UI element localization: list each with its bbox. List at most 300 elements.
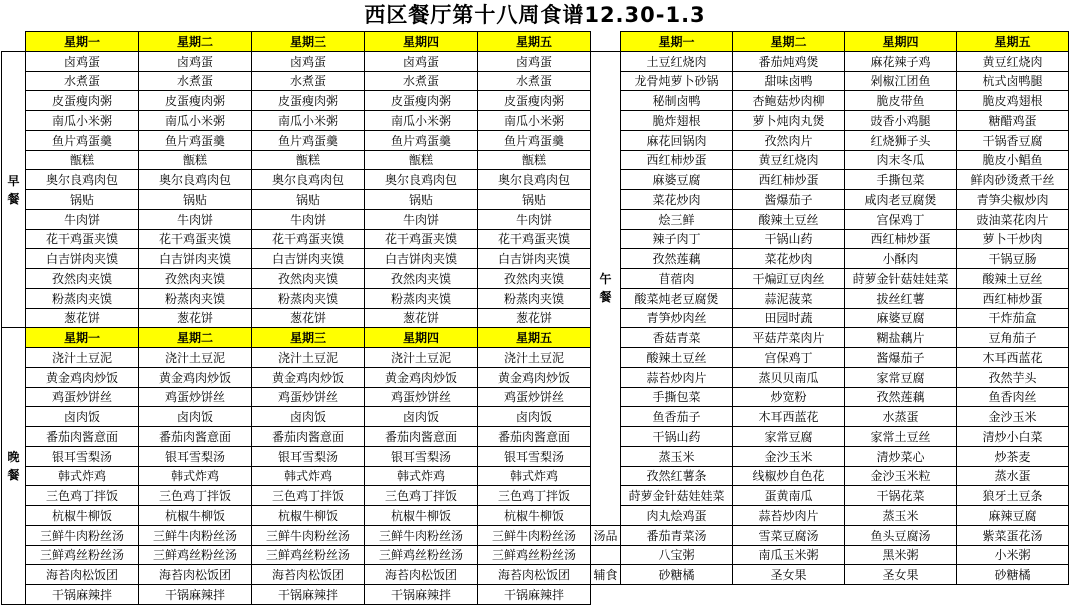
lunch-item: 干锅山药 bbox=[733, 229, 845, 249]
soup-item: 小米粥 bbox=[957, 545, 1069, 565]
lunch-item: 豉油菜花肉片 bbox=[957, 209, 1069, 229]
lunch-item: 干锅花菜 bbox=[845, 486, 957, 506]
dinner-item: 三鲜鸡丝粉丝汤 bbox=[478, 545, 591, 565]
vertical-label-text: 午餐 bbox=[599, 272, 612, 305]
breakfast-item: 鱼片鸡蛋羹 bbox=[26, 130, 139, 150]
lunch-item: 苜蓿肉 bbox=[621, 269, 733, 289]
breakfast-item: 南瓜小米粥 bbox=[478, 111, 591, 131]
lunch-item: 木耳西蓝花 bbox=[957, 348, 1069, 368]
breakfast-row bbox=[2, 71, 591, 91]
lunch-row bbox=[591, 328, 1069, 348]
breakfast-item: 葱花饼 bbox=[252, 308, 365, 328]
lunch-item: 麻辣豆腐 bbox=[957, 506, 1069, 526]
dinner-item: 番茄肉酱意面 bbox=[478, 427, 591, 447]
lunch-item: 家常豆腐 bbox=[733, 427, 845, 447]
breakfast-item: 牛肉饼 bbox=[252, 209, 365, 229]
lunch-item: 糖醋鸡蛋 bbox=[957, 111, 1069, 131]
lunch-item: 脆炸翅根 bbox=[621, 111, 733, 131]
breakfast-item: 甑糕 bbox=[26, 150, 139, 170]
breakfast-item: 孜然肉夹馍 bbox=[252, 269, 365, 289]
lunch-label bbox=[591, 51, 621, 525]
dinner-item: 黄金鸡肉炒饭 bbox=[365, 367, 478, 387]
lunch-row bbox=[591, 190, 1069, 210]
dinner-row bbox=[2, 525, 591, 545]
dinner-item: 番茄肉酱意面 bbox=[26, 427, 139, 447]
lunch-item: 鲜肉砂烫煮干丝 bbox=[957, 170, 1069, 190]
dinner-item: 鸡蛋炒饼丝 bbox=[478, 387, 591, 407]
dinner-item: 鸡蛋炒饼丝 bbox=[365, 387, 478, 407]
dinner-item: 三鲜鸡丝粉丝汤 bbox=[139, 545, 252, 565]
lunch-item: 咸肉老豆腐煲 bbox=[845, 190, 957, 210]
day-header: 星期四 bbox=[365, 32, 478, 52]
breakfast-item: 粉蒸肉夹馍 bbox=[478, 288, 591, 308]
lunch-item: 孜然芋头 bbox=[957, 367, 1069, 387]
breakfast-item: 孜然肉夹馍 bbox=[139, 269, 252, 289]
lunch-item: 剁椒江团鱼 bbox=[845, 71, 957, 91]
dinner-item: 干锅麻辣拌 bbox=[252, 585, 365, 605]
lunch-row bbox=[591, 387, 1069, 407]
lunch-item: 麻婆豆腐 bbox=[845, 308, 957, 328]
lunch-item: 红烧狮子头 bbox=[845, 130, 957, 150]
breakfast-item: 水煮蛋 bbox=[365, 71, 478, 91]
lunch-item: 酸辣土豆丝 bbox=[621, 348, 733, 368]
lunch-item: 炒宽粉 bbox=[733, 387, 845, 407]
lunch-item: 田园时蔬 bbox=[733, 308, 845, 328]
lunch-row bbox=[591, 506, 1069, 526]
dinner-row bbox=[2, 466, 591, 486]
dinner-row bbox=[2, 427, 591, 447]
dinner-item: 番茄肉酱意面 bbox=[139, 427, 252, 447]
breakfast-item: 花干鸡蛋夹馍 bbox=[365, 229, 478, 249]
dinner-item: 三鲜牛肉粉丝汤 bbox=[365, 525, 478, 545]
lunch-item: 水蒸蛋 bbox=[845, 407, 957, 427]
dinner-item: 干锅麻辣拌 bbox=[478, 585, 591, 605]
dinner-item: 银耳雪梨汤 bbox=[139, 446, 252, 466]
breakfast-row bbox=[2, 91, 591, 111]
breakfast-item: 鱼片鸡蛋羹 bbox=[365, 130, 478, 150]
lunch-item: 手撕包菜 bbox=[845, 170, 957, 190]
dinner-item: 韩式炸鸡 bbox=[252, 466, 365, 486]
day-header: 星期二 bbox=[733, 32, 845, 52]
lunch-row bbox=[591, 71, 1069, 91]
lunch-item: 小酥肉 bbox=[845, 249, 957, 269]
dinner-row bbox=[2, 446, 591, 466]
dinner-item: 浇汁土豆泥 bbox=[478, 348, 591, 368]
lunch-item: 蛋黄南瓜 bbox=[733, 486, 845, 506]
dinner-item: 卤肉饭 bbox=[365, 407, 478, 427]
lunch-item: 黄豆红烧肉 bbox=[733, 150, 845, 170]
side-item: 圣女果 bbox=[845, 565, 957, 585]
lunch-item: 西红柿炒蛋 bbox=[957, 288, 1069, 308]
lunch-item: 麻花回锅肉 bbox=[621, 130, 733, 150]
day-header: 星期三 bbox=[252, 328, 365, 348]
breakfast-row bbox=[2, 229, 591, 249]
lunch-item: 萝卜炖肉丸煲 bbox=[733, 111, 845, 131]
dinner-item: 黄金鸡肉炒饭 bbox=[478, 367, 591, 387]
side-label: 辅食 bbox=[591, 565, 621, 585]
breakfast-row bbox=[2, 288, 591, 308]
breakfast-item: 孜然肉夹馍 bbox=[26, 269, 139, 289]
lunch-item: 麻婆豆腐 bbox=[621, 170, 733, 190]
breakfast-item: 白吉饼肉夹馍 bbox=[478, 249, 591, 269]
breakfast-row bbox=[2, 209, 591, 229]
lunch-item: 脆皮带鱼 bbox=[845, 91, 957, 111]
breakfast-item: 甑糕 bbox=[252, 150, 365, 170]
dinner-item: 黄金鸡肉炒饭 bbox=[26, 367, 139, 387]
dinner-item: 鸡蛋炒饼丝 bbox=[26, 387, 139, 407]
dinner-item: 三鲜牛肉粉丝汤 bbox=[139, 525, 252, 545]
lunch-item: 杭式卤鸭腿 bbox=[957, 71, 1069, 91]
day-header: 星期二 bbox=[139, 328, 252, 348]
breakfast-item: 牛肉饼 bbox=[26, 209, 139, 229]
lunch-item: 菜花炒肉 bbox=[621, 190, 733, 210]
lunch-item: 木耳西蓝花 bbox=[733, 407, 845, 427]
side-item: 圣女果 bbox=[733, 565, 845, 585]
breakfast-item: 奥尔良鸡肉包 bbox=[139, 170, 252, 190]
dinner-item: 韩式炸鸡 bbox=[478, 466, 591, 486]
lunch-row bbox=[591, 466, 1069, 486]
lunch-row bbox=[591, 130, 1069, 150]
lunch-item: 肉末冬瓜 bbox=[845, 150, 957, 170]
dinner-item: 番茄肉酱意面 bbox=[252, 427, 365, 447]
lunch-item: 西红柿炒蛋 bbox=[845, 229, 957, 249]
breakfast-item: 鱼片鸡蛋羹 bbox=[139, 130, 252, 150]
dinner-item: 三鲜鸡丝粉丝汤 bbox=[365, 545, 478, 565]
lunch-item: 蒸贝贝南瓜 bbox=[733, 367, 845, 387]
breakfast-item: 奥尔良鸡肉包 bbox=[365, 170, 478, 190]
breakfast-item: 水煮蛋 bbox=[139, 71, 252, 91]
breakfast-row bbox=[2, 130, 591, 150]
lunch-item: 干锅香豆腐 bbox=[957, 130, 1069, 150]
soup-row bbox=[591, 525, 1069, 545]
lunch-row bbox=[591, 170, 1069, 190]
lunch-item: 青笋尖椒炒肉 bbox=[957, 190, 1069, 210]
lunch-row bbox=[591, 111, 1069, 131]
day-header: 星期一 bbox=[621, 32, 733, 52]
dinner-item: 干锅麻辣拌 bbox=[365, 585, 478, 605]
soup-item: 番茄青菜汤 bbox=[621, 525, 733, 545]
dinner-item: 海苔肉松饭团 bbox=[252, 565, 365, 585]
dinner-item: 杭椒牛柳饭 bbox=[26, 506, 139, 526]
breakfast-item: 皮蛋瘦肉粥 bbox=[365, 91, 478, 111]
lunch-row bbox=[591, 150, 1069, 170]
lunch-item: 蒜泥菠菜 bbox=[733, 288, 845, 308]
lunch-item: 蒸玉米 bbox=[845, 506, 957, 526]
breakfast-item: 鱼片鸡蛋羹 bbox=[478, 130, 591, 150]
breakfast-item: 皮蛋瘦肉粥 bbox=[26, 91, 139, 111]
breakfast-label bbox=[2, 51, 26, 328]
breakfast-item: 卤鸡蛋 bbox=[252, 51, 365, 71]
lunch-item: 麻花辣子鸡 bbox=[845, 51, 957, 71]
lunch-item: 干锅豆肠 bbox=[957, 249, 1069, 269]
dinner-item: 三色鸡丁拌饭 bbox=[478, 486, 591, 506]
breakfast-row bbox=[2, 170, 591, 190]
breakfast-row bbox=[2, 150, 591, 170]
dinner-item: 银耳雪梨汤 bbox=[478, 446, 591, 466]
dinner-item: 浇汁土豆泥 bbox=[252, 348, 365, 368]
side-item: 砂糖橘 bbox=[957, 565, 1069, 585]
breakfast-item: 皮蛋瘦肉粥 bbox=[252, 91, 365, 111]
lunch-item: 孜然莲藕 bbox=[845, 387, 957, 407]
lunch-item: 手撕包菜 bbox=[621, 387, 733, 407]
breakfast-item: 甑糕 bbox=[478, 150, 591, 170]
breakfast-item: 水煮蛋 bbox=[26, 71, 139, 91]
soup-item: 雪菜豆腐汤 bbox=[733, 525, 845, 545]
breakfast-item: 白吉饼肉夹馍 bbox=[139, 249, 252, 269]
dinner-item: 三色鸡丁拌饭 bbox=[365, 486, 478, 506]
lunch-row bbox=[591, 446, 1069, 466]
dinner-item: 卤肉饭 bbox=[139, 407, 252, 427]
dinner-item: 韩式炸鸡 bbox=[139, 466, 252, 486]
lunch-row bbox=[591, 288, 1069, 308]
lunch-item: 酱爆茄子 bbox=[733, 190, 845, 210]
corner-cell bbox=[2, 32, 26, 52]
breakfast-item: 锅贴 bbox=[26, 190, 139, 210]
soup-label: 汤品 bbox=[591, 525, 621, 545]
breakfast-item: 南瓜小米粥 bbox=[26, 111, 139, 131]
lunch-item: 蒜苔炒肉片 bbox=[733, 506, 845, 526]
dinner-item: 杭椒牛柳饭 bbox=[478, 506, 591, 526]
breakfast-item: 锅贴 bbox=[252, 190, 365, 210]
lunch-item: 鱼香茄子 bbox=[621, 407, 733, 427]
day-header: 星期二 bbox=[139, 32, 252, 52]
breakfast-item: 奥尔良鸡肉包 bbox=[478, 170, 591, 190]
lunch-item: 酱爆茄子 bbox=[845, 348, 957, 368]
lunch-item: 家常豆腐 bbox=[845, 367, 957, 387]
lunch-item: 番茄炖鸡煲 bbox=[733, 51, 845, 71]
lunch-row bbox=[591, 308, 1069, 328]
lunch-item: 蒸水蛋 bbox=[957, 466, 1069, 486]
lunch-row bbox=[591, 229, 1069, 249]
lunch-item: 家常土豆丝 bbox=[845, 427, 957, 447]
dinner-item: 干锅麻辣拌 bbox=[139, 585, 252, 605]
lunch-item: 甜味卤鸭 bbox=[733, 71, 845, 91]
breakfast-item: 皮蛋瘦肉粥 bbox=[139, 91, 252, 111]
dinner-item: 海苔肉松饭团 bbox=[365, 565, 478, 585]
breakfast-item: 甑糕 bbox=[365, 150, 478, 170]
soup-label-blank bbox=[591, 545, 621, 565]
lunch-row bbox=[591, 486, 1069, 506]
lunch-item: 酸菜炖老豆腐煲 bbox=[621, 288, 733, 308]
breakfast-row bbox=[2, 51, 591, 71]
lunch-item: 干锅山药 bbox=[621, 427, 733, 447]
lunch-item: 酸辣土豆丝 bbox=[733, 209, 845, 229]
lunch-item: 香菇青菜 bbox=[621, 328, 733, 348]
dinner-item: 银耳雪梨汤 bbox=[252, 446, 365, 466]
vertical-label-text: 晚餐 bbox=[7, 450, 20, 482]
lunch-item: 黄豆红烧肉 bbox=[957, 51, 1069, 71]
vertical-label-text: 早餐 bbox=[7, 173, 20, 206]
lunch-item: 糊盐藕片 bbox=[845, 328, 957, 348]
dinner-item: 三鲜鸡丝粉丝汤 bbox=[252, 545, 365, 565]
lunch-row bbox=[591, 209, 1069, 229]
breakfast-item: 白吉饼肉夹馍 bbox=[26, 249, 139, 269]
breakfast-item: 孜然肉夹馍 bbox=[478, 269, 591, 289]
lunch-item: 蒸玉米 bbox=[621, 446, 733, 466]
breakfast-item: 卤鸡蛋 bbox=[478, 51, 591, 71]
lunch-item: 萝卜干炒肉 bbox=[957, 229, 1069, 249]
dinner-item: 番茄肉酱意面 bbox=[365, 427, 478, 447]
lunch-item: 蒜苔炒肉片 bbox=[621, 367, 733, 387]
breakfast-row bbox=[2, 111, 591, 131]
lunch-item: 青笋炒肉丝 bbox=[621, 308, 733, 328]
breakfast-item: 葱花饼 bbox=[26, 308, 139, 328]
lunch-row bbox=[591, 269, 1069, 289]
breakfast-item: 孜然肉夹馍 bbox=[365, 269, 478, 289]
lunch-item: 肉丸烩鸡蛋 bbox=[621, 506, 733, 526]
lunch-item: 龙骨炖萝卜砂锅 bbox=[621, 71, 733, 91]
day-header: 星期五 bbox=[478, 328, 591, 348]
lunch-item: 鱼香肉丝 bbox=[957, 387, 1069, 407]
lunch-item: 菜花炒肉 bbox=[733, 249, 845, 269]
breakfast-item: 南瓜小米粥 bbox=[139, 111, 252, 131]
dinner-item: 卤肉饭 bbox=[252, 407, 365, 427]
breakfast-item: 皮蛋瘦肉粥 bbox=[478, 91, 591, 111]
lunch-item: 豉香小鸡腿 bbox=[845, 111, 957, 131]
lunch-item: 辣子肉丁 bbox=[621, 229, 733, 249]
breakfast-row bbox=[2, 249, 591, 269]
dinner-label bbox=[2, 328, 26, 605]
breakfast-item: 南瓜小米粥 bbox=[252, 111, 365, 131]
dinner-item: 杭椒牛柳饭 bbox=[252, 506, 365, 526]
lunch-item: 清炒菜心 bbox=[845, 446, 957, 466]
dinner-item: 三鲜牛肉粉丝汤 bbox=[478, 525, 591, 545]
dinner-item: 黄金鸡肉炒饭 bbox=[252, 367, 365, 387]
breakfast-item: 锅贴 bbox=[478, 190, 591, 210]
lunch-item: 脆皮小鲳鱼 bbox=[957, 150, 1069, 170]
breakfast-item: 葱花饼 bbox=[365, 308, 478, 328]
dinner-item: 杭椒牛柳饭 bbox=[365, 506, 478, 526]
lunch-item: 莳萝金针菇娃娃菜 bbox=[845, 269, 957, 289]
breakfast-item: 锅贴 bbox=[139, 190, 252, 210]
lunch-item: 秘制卤鸭 bbox=[621, 91, 733, 111]
lunch-item: 炒茶麦 bbox=[957, 446, 1069, 466]
right-menu-table bbox=[590, 31, 1069, 585]
breakfast-item: 粉蒸肉夹馍 bbox=[252, 288, 365, 308]
lunch-item: 宫保鸡丁 bbox=[733, 348, 845, 368]
breakfast-item: 花干鸡蛋夹馍 bbox=[252, 229, 365, 249]
breakfast-item: 甑糕 bbox=[139, 150, 252, 170]
lunch-item: 孜然红薯条 bbox=[621, 466, 733, 486]
lunch-item: 平菇芹菜肉片 bbox=[733, 328, 845, 348]
lunch-item: 金沙玉米 bbox=[733, 446, 845, 466]
breakfast-item: 花干鸡蛋夹馍 bbox=[139, 229, 252, 249]
dinner-item: 海苔肉松饭团 bbox=[478, 565, 591, 585]
breakfast-item: 牛肉饼 bbox=[478, 209, 591, 229]
dinner-item: 三色鸡丁拌饭 bbox=[139, 486, 252, 506]
soup-item: 黑米粥 bbox=[845, 545, 957, 565]
corner-cell bbox=[591, 32, 621, 52]
dinner-item: 三鲜鸡丝粉丝汤 bbox=[26, 545, 139, 565]
breakfast-item: 鱼片鸡蛋羹 bbox=[252, 130, 365, 150]
dinner-item: 杭椒牛柳饭 bbox=[139, 506, 252, 526]
breakfast-item: 葱花饼 bbox=[139, 308, 252, 328]
breakfast-item: 牛肉饼 bbox=[139, 209, 252, 229]
lunch-item: 金沙玉米 bbox=[957, 407, 1069, 427]
dinner-item: 海苔肉松饭团 bbox=[26, 565, 139, 585]
breakfast-item: 南瓜小米粥 bbox=[365, 111, 478, 131]
lunch-row bbox=[591, 427, 1069, 447]
lunch-item: 烩三鲜 bbox=[621, 209, 733, 229]
side-item: 砂糖橘 bbox=[621, 565, 733, 585]
breakfast-item: 水煮蛋 bbox=[478, 71, 591, 91]
lunch-row bbox=[591, 348, 1069, 368]
dinner-row bbox=[2, 486, 591, 506]
dinner-item: 韩式炸鸡 bbox=[365, 466, 478, 486]
lunch-item: 清炒小白菜 bbox=[957, 427, 1069, 447]
dinner-item: 干锅麻辣拌 bbox=[26, 585, 139, 605]
soup-item: 八宝粥 bbox=[621, 545, 733, 565]
breakfast-item: 花干鸡蛋夹馍 bbox=[26, 229, 139, 249]
dinner-item: 三鲜牛肉粉丝汤 bbox=[252, 525, 365, 545]
dinner-row bbox=[2, 407, 591, 427]
lunch-item: 西红柿炒蛋 bbox=[733, 170, 845, 190]
dinner-row bbox=[2, 367, 591, 387]
lunch-item: 土豆红烧肉 bbox=[621, 51, 733, 71]
day-header: 星期五 bbox=[478, 32, 591, 52]
breakfast-item: 白吉饼肉夹馍 bbox=[252, 249, 365, 269]
breakfast-item: 粉蒸肉夹馍 bbox=[26, 288, 139, 308]
breakfast-item: 锅贴 bbox=[365, 190, 478, 210]
day-header: 星期一 bbox=[26, 32, 139, 52]
soup-row bbox=[591, 545, 1069, 565]
lunch-item: 脆皮鸡翅根 bbox=[957, 91, 1069, 111]
lunch-item: 莳萝金针菇娃娃菜 bbox=[621, 486, 733, 506]
dinner-row bbox=[2, 506, 591, 526]
breakfast-row bbox=[2, 269, 591, 289]
lunch-item: 酸辣土豆丝 bbox=[957, 269, 1069, 289]
lunch-item: 干炸茄盒 bbox=[957, 308, 1069, 328]
lunch-item: 孜然莲藕 bbox=[621, 249, 733, 269]
breakfast-item: 白吉饼肉夹馍 bbox=[365, 249, 478, 269]
dinner-item: 卤肉饭 bbox=[478, 407, 591, 427]
soup-item: 紫菜蛋花汤 bbox=[957, 525, 1069, 545]
breakfast-row bbox=[2, 308, 591, 328]
dinner-item: 浇汁土豆泥 bbox=[365, 348, 478, 368]
day-header: 星期三 bbox=[252, 32, 365, 52]
dinner-item: 浇汁土豆泥 bbox=[26, 348, 139, 368]
breakfast-item: 卤鸡蛋 bbox=[26, 51, 139, 71]
dinner-item: 黄金鸡肉炒饭 bbox=[139, 367, 252, 387]
breakfast-item: 花干鸡蛋夹馍 bbox=[478, 229, 591, 249]
breakfast-item: 卤鸡蛋 bbox=[139, 51, 252, 71]
dinner-item: 银耳雪梨汤 bbox=[26, 446, 139, 466]
dinner-row bbox=[2, 348, 591, 368]
side-row bbox=[591, 565, 1069, 585]
day-header: 星期五 bbox=[957, 32, 1069, 52]
dinner-item: 银耳雪梨汤 bbox=[365, 446, 478, 466]
dinner-item: 韩式炸鸡 bbox=[26, 466, 139, 486]
dinner-item: 三色鸡丁拌饭 bbox=[26, 486, 139, 506]
breakfast-item: 葱花饼 bbox=[478, 308, 591, 328]
breakfast-item: 粉蒸肉夹馍 bbox=[139, 288, 252, 308]
soup-item: 鱼头豆腐汤 bbox=[845, 525, 957, 545]
lunch-row bbox=[591, 51, 1069, 71]
soup-item: 南瓜玉米粥 bbox=[733, 545, 845, 565]
dinner-item: 浇汁土豆泥 bbox=[139, 348, 252, 368]
dinner-item: 鸡蛋炒饼丝 bbox=[139, 387, 252, 407]
breakfast-item: 卤鸡蛋 bbox=[365, 51, 478, 71]
lunch-item: 线椒炒自色花 bbox=[733, 466, 845, 486]
lunch-item: 宫保鸡丁 bbox=[845, 209, 957, 229]
dinner-item: 卤肉饭 bbox=[26, 407, 139, 427]
dinner-row bbox=[2, 387, 591, 407]
breakfast-item: 粉蒸肉夹馍 bbox=[365, 288, 478, 308]
day-header: 星期四 bbox=[365, 328, 478, 348]
left-menu-table bbox=[1, 31, 591, 605]
lunch-item: 杏鲍菇炒肉柳 bbox=[733, 91, 845, 111]
breakfast-item: 奥尔良鸡肉包 bbox=[26, 170, 139, 190]
